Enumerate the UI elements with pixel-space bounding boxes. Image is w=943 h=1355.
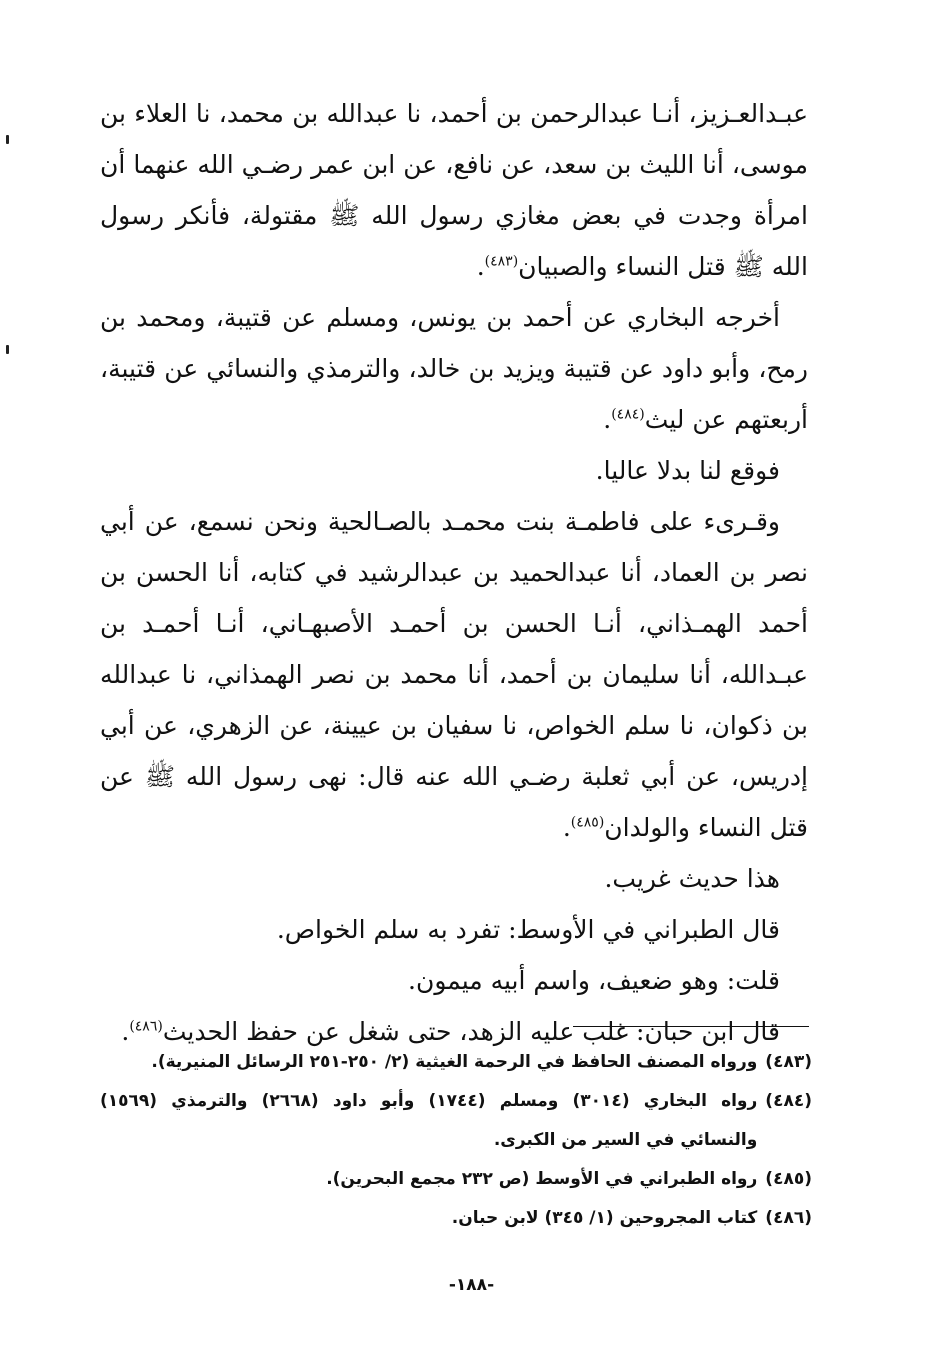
paragraph bbox=[100, 88, 808, 292]
footnote-text: رواه الطبراني في الأوسط (ص ٢٣٢ مجمع البحرين). bbox=[326, 1169, 758, 1189]
footnote-ref: (٤٨٦) bbox=[129, 1018, 163, 1035]
footnote-ref: (٤٨٥) bbox=[570, 814, 605, 831]
period: . bbox=[562, 813, 571, 842]
footnote-text: ورواه المصنف الحافظ في الرحمة الغيثية (٢/ ٢٥٠-٢٥١ الرسائل المنيرية). bbox=[151, 1052, 758, 1072]
scan-edge-mark bbox=[6, 135, 9, 144]
paragraph bbox=[100, 292, 808, 445]
paragraph-text: وقـرىء على فاطمـة بنت محمـد بالصـالحية ونحن نسمع، عن أبي نصر بن العماد، أنا عبدالحميد بن عبدالرشيد في كتابه، أنا الحسن بن أحمد الهمـذاني، أنـا الحسن بن أحمـد الأصبهـاني، أنـا أحمـد بن عبـدالله، أنا سليمان بن أحمد، أنا محمد بن نصر الهمذاني، نا عبدالله بن ذكوان، نا سلم الخواص، نا سفيان بن عيينة، عن الزهري، عن أبي إدريس، عن أبي ثعلبة رضـي الله عنه قال: نهى رسول الله ﷺ عن قتل النساء والولدان bbox=[100, 507, 808, 842]
footnote-ref: (٤٨٣) bbox=[484, 253, 519, 270]
period: . bbox=[476, 252, 485, 281]
footnote bbox=[100, 1043, 812, 1082]
footnote-number: (٤٨٥) bbox=[765, 1169, 812, 1189]
footnote-number: (٤٨٤) bbox=[765, 1091, 812, 1111]
main-text bbox=[100, 88, 808, 1057]
footnote bbox=[100, 1160, 812, 1199]
footnote-text: كتاب المجروحين (١/ ٣٤٥) لابن حبان. bbox=[451, 1208, 758, 1228]
paragraph-text: عبـدالعـزيز، أنـا عبدالرحمن بن أحمد، نا عبدالله بن محمد، نا العلاء بن موسى، أنا الليث بن سعد، عن نافع، عن ابن عمر رضـي الله عنهما أن امرأة وجدت في بعض مغازي رسول الله ﷺ مقتولة، فأنكر رسول الله ﷺ قتل النساء والصبيان bbox=[100, 99, 808, 281]
footnote bbox=[100, 1199, 812, 1238]
footnote-text: رواه البخاري (٣٠١٤) ومسلم (١٧٤٤) وأبو داود (٢٦٦٨) والترمذي (١٥٦٩) والنسائي في السير من الكبرى. bbox=[100, 1091, 758, 1150]
footnote-number: (٤٨٣) bbox=[765, 1052, 812, 1072]
paragraph: قال الطبراني في الأوسط: تفرد به سلم الخواص. bbox=[276, 915, 780, 944]
paragraph-text: أخرجه البخاري عن أحمد بن يونس، ومسلم عن قتيبة، ومحمد بن رمح، وأبو داود عن قتيبة ويزيد بن خالد، والترمذي والنسائي عن قتيبة، أربعتهم عن ليث bbox=[100, 303, 808, 434]
footnotes bbox=[100, 1043, 812, 1238]
paragraph-text: قال ابن حبان: غلب عليه الزهد، حتى شغل عن حفظ الحديث bbox=[162, 1017, 780, 1046]
paragraph: هذا حديث غريب. bbox=[604, 864, 780, 893]
footnote-separator bbox=[573, 1026, 809, 1027]
paragraph bbox=[100, 496, 808, 853]
period: . bbox=[603, 405, 612, 434]
period: . bbox=[121, 1017, 130, 1046]
footnote-ref: (٤٨٤) bbox=[611, 406, 645, 423]
paragraph: قلت: وهو ضعيف، واسم أبيه ميمون. bbox=[408, 966, 780, 995]
scan-edge-mark bbox=[6, 345, 9, 354]
footnote bbox=[100, 1082, 812, 1160]
page-number: -١٨٨- bbox=[448, 1275, 495, 1295]
paragraph: فوقع لنا بدلا عاليا. bbox=[595, 456, 780, 485]
footnote-number: (٤٨٦) bbox=[765, 1208, 812, 1228]
